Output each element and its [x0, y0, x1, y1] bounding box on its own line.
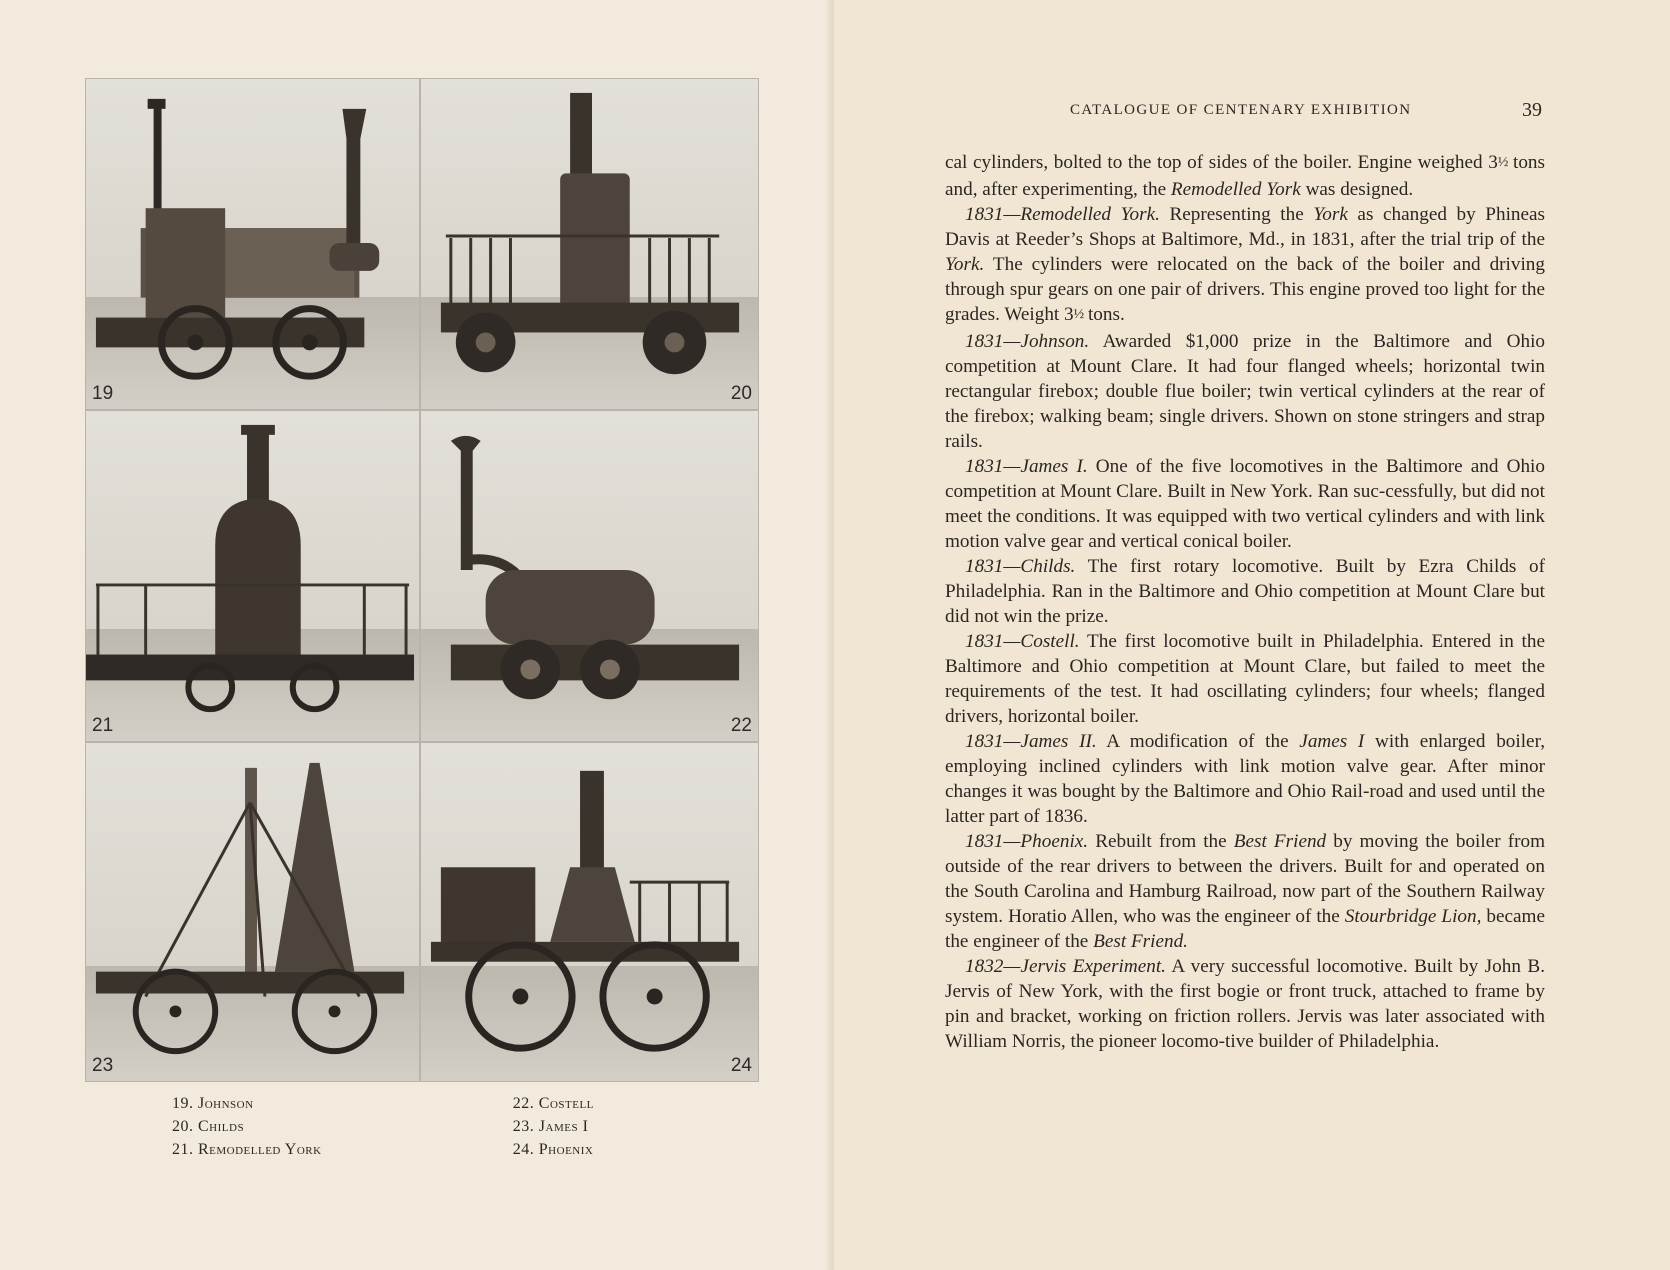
plate-19 — [85, 78, 420, 410]
text-run: with enlarged boiler, employing inclined cylinders with link motion valve gear. After minor changes it was bought by the Baltimore and Ohio Rail-road and used until the latter part of 1836. — [945, 731, 1545, 827]
catalogue-entry — [945, 454, 1545, 554]
text-run: by moving the boiler from outside of the rear drivers to between the drivers. Built for and operated on the South Carolina and Hamburg Railroad, now part of the Southern Railway system. Horatio Allen, who was the engineer of the — [945, 831, 1546, 927]
caption-21: 21. Remodelled York — [172, 1141, 322, 1158]
italic-run: 1831—Childs. — [965, 556, 1076, 577]
text-run: cal cylinders, bolted to the top of sides of the boiler. Engine weighed 3 — [945, 152, 1498, 173]
fraction: ½ — [1073, 307, 1084, 322]
italic-run: 1831—Johnson. — [965, 331, 1090, 352]
catalogue-entry — [945, 729, 1545, 829]
plate-number: 19 — [92, 383, 114, 404]
italic-run: 1831—Remodelled York. — [965, 204, 1160, 225]
italic-run: 1831—Phoenix. — [965, 831, 1089, 852]
plate-number: 22 — [730, 715, 752, 736]
italic-run: York — [1313, 204, 1348, 225]
text-run: Awarded $1,000 prize in the Baltimore and Ohio competition at Mount Clare. It had four flanged wheels; horizontal twin rectangular firebox; double flue boiler; twin vertical cylinders at the rear of the firebox; walking beam; single drivers. Shown on stone stringers and strap rails. — [945, 331, 1545, 452]
plate-23 — [85, 742, 420, 1082]
italic-run: Remodelled York — [1170, 179, 1301, 200]
caption-22: 22. Costell — [512, 1095, 594, 1112]
text-run: was designed. — [1300, 179, 1414, 200]
italic-run: 1831—James II. — [965, 731, 1097, 752]
plate-20 — [420, 78, 759, 410]
text-run: tons and, after experimenting, the — [945, 152, 1545, 200]
italic-run: Stourbridge Lion, — [1344, 906, 1482, 927]
continued-paragraph — [945, 150, 1545, 202]
text-run: The first rotary locomotive. Built by Ezra Childs of Philadelphia. Ran in the Baltimore and Ohio competition at Mount Clare but did not win the prize. — [945, 556, 1545, 627]
plate-number: 20 — [730, 383, 752, 404]
running-head: CATALOGUE OF CENTENARY EXHIBITION — [1070, 102, 1412, 118]
text-run: became the engineer of the — [945, 906, 1545, 952]
text-run: A modification of the — [1096, 731, 1300, 752]
locomotive-childs-image — [421, 79, 758, 409]
locomotive-phoenix-image — [421, 743, 758, 1081]
caption-23: 23. James I — [512, 1118, 589, 1135]
caption-24: 24. Phoenix — [512, 1141, 594, 1158]
locomotive-johnson-image — [86, 79, 419, 409]
italic-run: James I — [1299, 731, 1365, 752]
catalogue-entry — [945, 329, 1545, 454]
plate-number: 23 — [92, 1055, 114, 1076]
left-page — [0, 0, 834, 1270]
page-number: 39 — [1522, 99, 1542, 121]
locomotive-costell-image — [421, 411, 758, 741]
text-run: tons. — [1083, 304, 1125, 325]
plate-number: 24 — [730, 1055, 752, 1076]
italic-run: 1831—Costell. — [965, 631, 1080, 652]
plate-grid — [85, 78, 759, 1082]
caption-20: 20. Childs — [172, 1118, 245, 1135]
text-run: The first locomotive built in Philadelphia. Entered in the Baltimore and Ohio competition at Mount Clare, but failed to meet the requirements of the test. It had oscillating cylinders; four wheels; flanged drivers, horizontal boiler. — [945, 631, 1545, 727]
text-run: Representing the — [1159, 204, 1314, 225]
italic-run: York. — [945, 254, 985, 275]
caption-column-right — [513, 1092, 732, 1161]
caption-19: 19. Johnson — [172, 1095, 254, 1112]
italic-run: Best Friend. — [1093, 931, 1188, 952]
italic-run: Best Friend — [1233, 831, 1327, 852]
text-run: The cylinders were relocated on the back of the boiler and driving through spur gears on one pair of drivers. This engine proved too light for the grades. Weight 3 — [945, 254, 1545, 325]
italic-run: 1831—James I. — [965, 456, 1088, 477]
text-run: A very successful locomotive. Built by John B. Jervis of New York, with the first bogie or front truck, attached to frame by pin and bracket, working on friction rollers. Jervis was later associated with William Norris, the pioneer locomo-tive builder of Philadelphia. — [945, 956, 1545, 1052]
text-run: as changed by Phineas Davis at Reeder’s Shops at Baltimore, Md., in 1831, after the trial trip of the — [945, 204, 1545, 250]
catalogue-entry — [945, 829, 1545, 954]
italic-run: 1832—Jervis Experiment. — [965, 956, 1166, 977]
catalogue-entry — [945, 954, 1545, 1054]
text-run: One of the five locomotives in the Baltimore and Ohio competition at Mount Clare. Built in New York. Ran suc-cessfully, but did not meet the conditions. It was equipped with two vertical cylinders and with link motion valve gear and vertical conical boiler. — [945, 456, 1545, 552]
plate-21 — [85, 410, 420, 742]
locomotive-james-i-image — [86, 743, 419, 1081]
catalogue-entry — [945, 629, 1545, 729]
locomotive-remodelled-york-image — [86, 411, 419, 741]
text-run: Rebuilt from the — [1088, 831, 1234, 852]
catalogue-entry — [945, 554, 1545, 629]
plate-22 — [420, 410, 759, 742]
catalogue-entries — [945, 150, 1545, 1054]
plate-24 — [420, 742, 759, 1082]
caption-column-left — [172, 1092, 513, 1161]
plate-number: 21 — [92, 715, 114, 736]
fraction: ½ — [1497, 155, 1508, 170]
catalogue-entry — [945, 202, 1545, 329]
plate-captions — [172, 1092, 732, 1161]
